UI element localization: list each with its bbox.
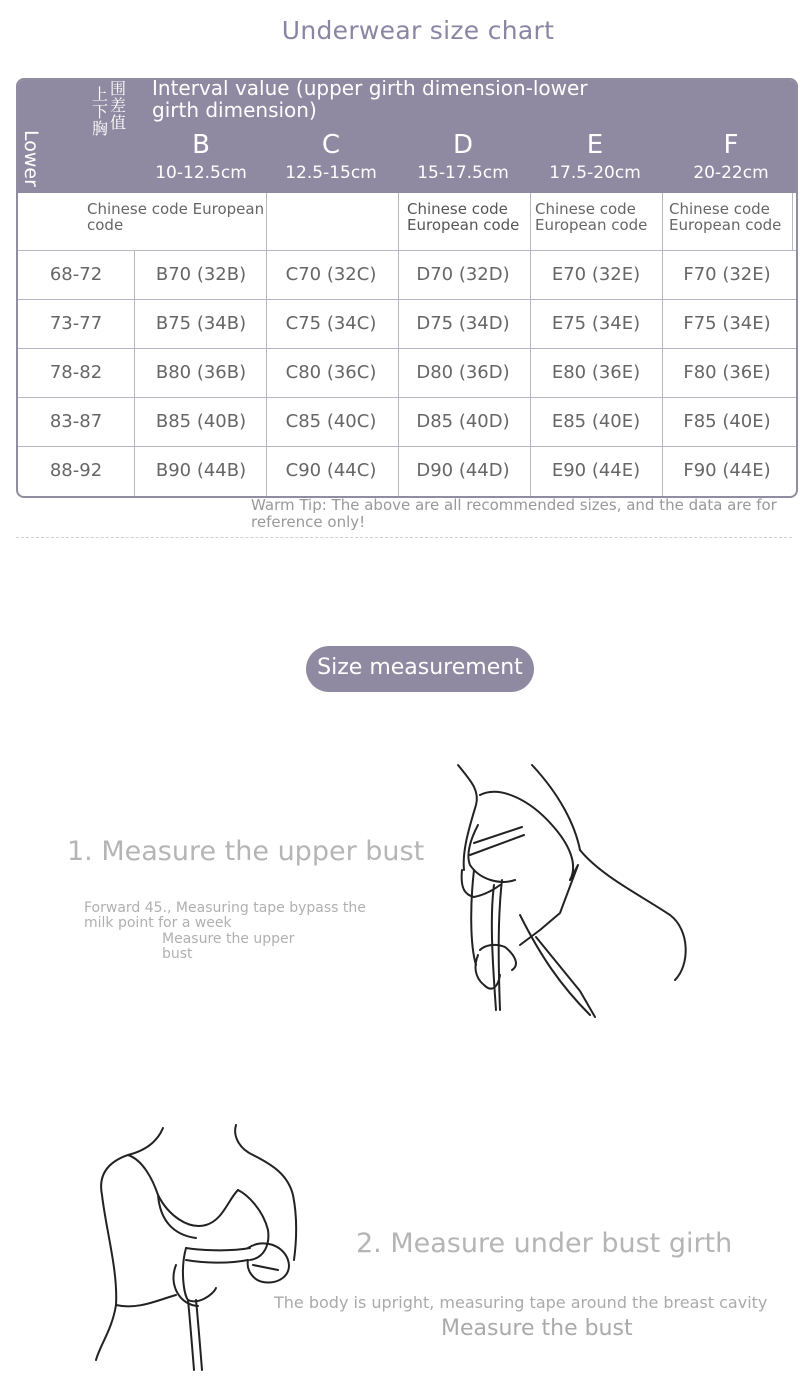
size-cell: C70 (32C) xyxy=(285,264,377,285)
dashed-divider xyxy=(16,537,792,538)
cup-range: 12.5-15cm xyxy=(285,163,377,183)
cn-char: 差 xyxy=(110,96,127,115)
cup-range: 10-12.5cm xyxy=(155,163,247,183)
size-cell: C85 (40C) xyxy=(285,411,377,432)
size-cell: E85 (40E) xyxy=(551,411,641,432)
cup-letter: C xyxy=(321,130,341,160)
step1-title: 1. Measure the upper bust xyxy=(67,836,425,867)
warm-tip: Warm Tip: The above are all recommended sizes, and the data are for reference only! xyxy=(251,496,777,531)
size-cell: B80 (36B) xyxy=(155,362,247,383)
cup-letter: D xyxy=(452,130,474,160)
cn-char: 下 xyxy=(92,102,109,121)
size-cell: F70 (32E) xyxy=(683,264,771,285)
subhead-code: Chinese code European code xyxy=(87,200,265,234)
size-chart-table xyxy=(16,78,798,498)
size-cell: D75 (34D) xyxy=(416,313,510,334)
size-cell: D70 (32D) xyxy=(416,264,510,285)
table-header xyxy=(18,80,796,193)
upper-bust-illustration xyxy=(440,755,700,1030)
step1-caption: Measure the upper bust xyxy=(162,931,295,962)
step2-description: The body is upright, measuring tape around the breast cavity xyxy=(274,1293,768,1312)
cup-range: 15-17.5cm xyxy=(417,163,509,183)
size-cell: D90 (44D) xyxy=(416,460,510,481)
column-header-c xyxy=(266,130,396,184)
subhead-code: Chinese code European code xyxy=(407,200,520,234)
size-cell: E70 (32E) xyxy=(551,264,641,285)
size-cell: C75 (34C) xyxy=(285,313,377,334)
band-cell: 68-72 xyxy=(49,264,103,285)
cn-char: 值 xyxy=(110,113,127,132)
page-title: Underwear size chart xyxy=(281,16,555,45)
band-cell: 88-92 xyxy=(49,460,103,481)
under-bust-illustration xyxy=(88,1120,328,1375)
column-header-b xyxy=(136,130,266,184)
size-cell: E80 (36E) xyxy=(551,362,641,383)
cn-char: 围 xyxy=(110,79,127,98)
band-cell: 83-87 xyxy=(49,411,103,432)
band-cell: 73-77 xyxy=(49,313,103,334)
size-cell: F85 (40E) xyxy=(683,411,771,432)
size-cell: C90 (44C) xyxy=(285,460,377,481)
step1-description: Forward 45., Measuring tape bypass the milk point for a week xyxy=(84,900,366,931)
column-header-d xyxy=(398,130,528,184)
cup-range: 17.5-20cm xyxy=(549,163,641,183)
divider xyxy=(134,251,135,496)
cup-letter: F xyxy=(723,130,739,160)
step2-caption: Measure the bust xyxy=(441,1316,633,1341)
step2-title: 2. Measure under bust girth xyxy=(356,1228,733,1259)
cn-char: 上 xyxy=(92,85,109,104)
section-label: Size measurement xyxy=(306,646,534,692)
size-cell: E90 (44E) xyxy=(551,460,641,481)
interval-label: Interval value (upper girth dimension-lower girth dimension) xyxy=(152,78,588,122)
lower-label: Lower xyxy=(20,130,42,187)
size-cell: F80 (36E) xyxy=(683,362,771,383)
cup-letter: E xyxy=(586,130,604,160)
size-cell: B90 (44B) xyxy=(155,460,247,481)
subhead-code: Chinese code European code xyxy=(669,200,782,234)
size-cell: B75 (34B) xyxy=(155,313,247,334)
size-cell: B70 (32B) xyxy=(155,264,247,285)
cup-range: 20-22cm xyxy=(693,163,769,183)
divider xyxy=(792,193,793,250)
size-cell: B85 (40B) xyxy=(155,411,247,432)
size-cell: E75 (34E) xyxy=(551,313,641,334)
size-cell: D85 (40D) xyxy=(416,411,510,432)
size-cell: C80 (36C) xyxy=(285,362,377,383)
band-cell: 78-82 xyxy=(49,362,103,383)
size-cell: F75 (34E) xyxy=(683,313,771,334)
cn-char: 胸 xyxy=(92,119,109,138)
subhead-code: Chinese code European code xyxy=(535,200,648,234)
size-cell: F90 (44E) xyxy=(683,460,771,481)
cup-letter: B xyxy=(192,130,210,160)
size-cell: D80 (36D) xyxy=(416,362,510,383)
column-header-e xyxy=(530,130,660,184)
column-header-f xyxy=(666,130,796,184)
